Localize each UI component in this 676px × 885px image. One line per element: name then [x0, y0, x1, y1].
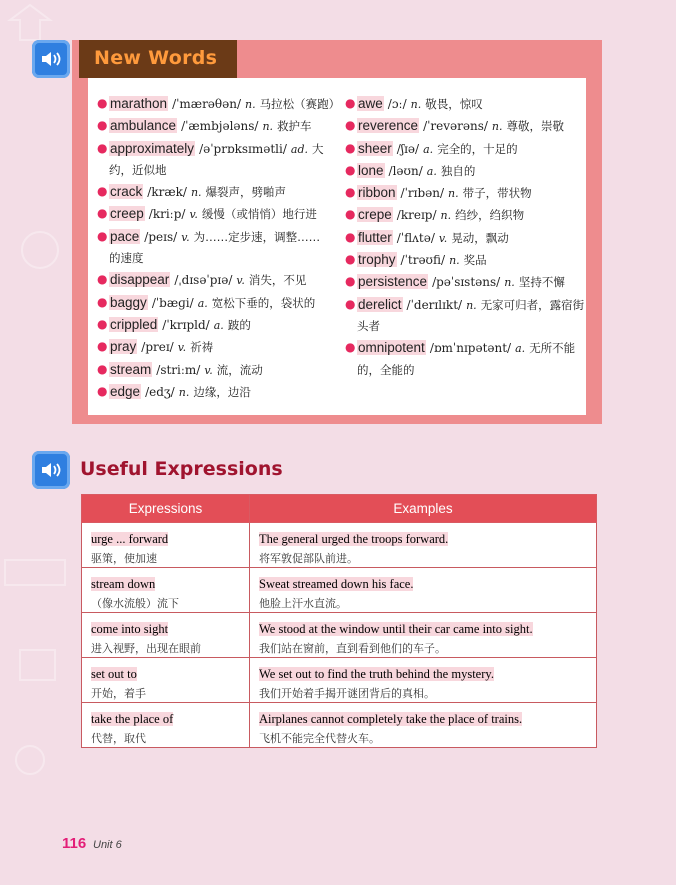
chinese-meaning: 绉纱，绉织物	[455, 208, 525, 223]
word-entry	[97, 359, 340, 381]
phonetic: /ˈtrəʊfi/	[400, 253, 446, 268]
phonetic: /ɒmˈnɪpətənt/	[429, 341, 512, 356]
headword: awe	[358, 96, 383, 111]
chinese-meaning: 爆裂声，劈啪声	[205, 185, 287, 200]
phonetic: /peɪs/	[144, 229, 178, 244]
headword: crippled	[110, 316, 158, 332]
chinese-meaning: 独自的	[440, 163, 476, 178]
part-of-speech: n.	[491, 120, 503, 134]
bullet-icon: ●	[345, 274, 356, 289]
headword: trophy	[358, 252, 396, 268]
example-sentence: Airplanes cannot completely take the place of trains.	[259, 712, 523, 726]
chinese-meaning: 马拉松（赛跑）	[259, 97, 341, 111]
phonetic: /kreɪp/	[396, 208, 437, 223]
example-translation: 飞机不能完全代替火车。	[259, 732, 380, 745]
bullet-icon: ●	[97, 184, 108, 199]
headword: baggy	[110, 294, 147, 310]
example-cell	[250, 613, 597, 658]
headword: pray	[110, 339, 137, 355]
bullet-icon: ●	[97, 118, 108, 133]
bullet-icon: ●	[97, 206, 108, 221]
headword: omnipotent	[358, 340, 425, 356]
headword: lone	[358, 162, 384, 178]
phonetic: /ˈbæɡi/	[151, 295, 194, 310]
phonetic: /ˈflʌtə/	[396, 230, 435, 245]
table-row	[82, 613, 597, 658]
unit-label: Unit 6	[93, 839, 122, 851]
example-translation: 将军敦促部队前进。	[259, 552, 358, 565]
part-of-speech: a.	[515, 342, 526, 356]
speaker-icon[interactable]	[32, 451, 70, 489]
phonetic: /ˈrɪbən/	[400, 186, 445, 201]
expression: urge ... forward	[91, 532, 169, 546]
bullet-icon: ●	[345, 185, 356, 200]
example-cell	[250, 658, 597, 703]
part-of-speech: n.	[440, 209, 452, 223]
chinese-meaning: 无所不能	[529, 341, 576, 356]
part-of-speech: v.	[181, 230, 190, 244]
table-row	[82, 568, 597, 613]
part-of-speech: n.	[262, 120, 274, 134]
bullet-icon: ●	[345, 118, 356, 133]
headword: ribbon	[358, 185, 396, 201]
part-of-speech: n.	[448, 187, 459, 201]
bullet-icon: ●	[97, 228, 108, 243]
phonetic: /ˈderɪlɪkt/	[406, 297, 463, 312]
headword: crepe	[358, 207, 392, 223]
bullet-icon: ●	[97, 316, 108, 331]
page-number: 116	[62, 835, 87, 852]
chinese-meaning: 消失，不见	[248, 273, 307, 288]
word-entry	[97, 138, 340, 182]
part-of-speech: n.	[466, 298, 477, 312]
part-of-speech: a.	[423, 142, 434, 156]
chinese-meaning: 带子，带状物	[462, 186, 532, 201]
part-of-speech: n.	[449, 254, 460, 268]
expression-cell	[82, 658, 250, 703]
bullet-icon: ●	[345, 340, 356, 355]
chinese-meaning: 完全的，十足的	[437, 141, 518, 156]
part-of-speech: a.	[213, 318, 224, 332]
expression-translation: 代替，取代	[91, 732, 146, 745]
expression-translation: 驱策，使加速	[91, 552, 157, 565]
word-entry	[97, 336, 340, 358]
word-entry	[345, 182, 584, 204]
word-entry	[345, 138, 584, 160]
word-entry	[97, 115, 340, 137]
expression: come into sight	[91, 622, 169, 636]
word-entry	[345, 249, 584, 271]
headword: creep	[110, 206, 144, 222]
expression-cell	[82, 703, 250, 748]
part-of-speech: n.	[245, 98, 256, 111]
headword: flutter	[358, 229, 392, 245]
headword: sheer	[358, 140, 392, 156]
useful-expressions-title: Useful Expressions	[80, 458, 283, 480]
example-cell	[250, 703, 597, 748]
word-entry	[97, 292, 340, 314]
bullet-icon: ●	[345, 252, 356, 267]
headword: pace	[110, 228, 140, 244]
phonetic: /kræk/	[147, 185, 187, 200]
expression-cell	[82, 613, 250, 658]
column-header: Examples	[250, 495, 597, 523]
phonetic: /pəˈsɪstəns/	[432, 275, 501, 290]
expression: stream down	[91, 577, 156, 591]
bullet-icon: ●	[345, 207, 356, 222]
word-entry	[345, 160, 584, 182]
word-entry	[345, 204, 584, 226]
word-entry	[345, 115, 584, 137]
word-entry	[97, 93, 340, 115]
example-cell	[250, 568, 597, 613]
bullet-icon: ●	[345, 162, 356, 177]
word-list-right	[345, 93, 584, 381]
word-entry	[345, 271, 584, 293]
phonetic: /ˌdɪsəˈpɪə/	[174, 273, 233, 288]
expressions-table	[81, 494, 597, 748]
chinese-meaning: 尊敬，崇敬	[506, 119, 565, 134]
word-entry	[97, 181, 340, 203]
word-entry	[97, 226, 340, 270]
part-of-speech: v.	[204, 363, 213, 377]
chinese-meaning-continued: 的速度	[109, 251, 144, 266]
chinese-meaning: 宽松下垂的，袋状的	[211, 295, 316, 310]
expression-translation: 进入视野，出现在眼前	[91, 642, 201, 655]
phonetic: /ʃɪə/	[396, 141, 420, 156]
phonetic: /ɔː/	[387, 97, 407, 111]
chinese-meaning: 奖品	[463, 253, 487, 268]
part-of-speech: v.	[189, 208, 198, 222]
chinese-meaning: 跛的	[227, 317, 251, 332]
part-of-speech: n.	[178, 385, 190, 399]
table-header-row	[82, 495, 597, 523]
speaker-icon[interactable]	[32, 40, 70, 78]
phonetic: /ˈæmbjələns/	[181, 119, 259, 134]
example-translation: 我们开始着手揭开谜团背后的真相。	[259, 687, 435, 700]
chinese-meaning: 晃动，飘动	[451, 230, 509, 245]
part-of-speech: v.	[438, 231, 448, 245]
bullet-icon: ●	[345, 229, 356, 244]
background-doodle	[0, 0, 80, 885]
headword: reverence	[358, 118, 419, 134]
chinese-meaning: 流，流动	[216, 362, 263, 377]
phonetic: /striːm/	[156, 362, 201, 377]
speaker-icon-glyph	[39, 460, 63, 480]
chinese-meaning: 无家可归者，露宿街	[480, 297, 585, 312]
bullet-icon: ●	[97, 361, 108, 376]
phonetic: /ləʊn/	[388, 163, 423, 178]
part-of-speech: ad.	[290, 142, 309, 156]
bullet-icon: ●	[97, 140, 108, 155]
word-entry	[97, 269, 340, 291]
word-entry	[345, 93, 584, 115]
word-entry	[97, 314, 340, 336]
headword: stream	[110, 361, 152, 377]
phonetic: /ˈmærəθən/	[172, 97, 241, 111]
part-of-speech: n.	[410, 98, 422, 111]
part-of-speech: n.	[190, 186, 202, 200]
headword: approximately	[110, 140, 195, 156]
bullet-icon: ●	[97, 272, 108, 287]
word-entry	[345, 337, 584, 381]
phonetic: /edʒ/	[145, 384, 175, 399]
chinese-meaning: 坚持不懈	[518, 275, 565, 290]
example-sentence: We set out to find the truth behind the mystery.	[259, 667, 494, 681]
part-of-speech: v.	[236, 274, 245, 288]
example-translation: 我们站在窗前，直到看到他们的车子。	[259, 642, 446, 655]
expression-translation: 开始，着手	[91, 687, 146, 700]
bullet-icon: ●	[97, 383, 108, 398]
expression: take the place of	[91, 712, 174, 726]
headword: persistence	[358, 274, 428, 290]
phonetic: /kriːp/	[148, 207, 186, 222]
headword: derelict	[358, 296, 402, 312]
chinese-meaning-continued: 的，全能的	[357, 362, 415, 377]
phonetic: /ˈkrɪpld/	[162, 317, 210, 332]
table-row	[82, 703, 597, 748]
chinese-meaning: 祈祷	[190, 340, 214, 355]
chinese-meaning: 大	[312, 141, 324, 156]
table-row	[82, 523, 597, 568]
bullet-icon: ●	[345, 296, 356, 311]
chinese-meaning: 边缘，边沿	[193, 384, 251, 399]
phonetic: /ˈrevərəns/	[423, 119, 488, 134]
word-entry	[345, 227, 584, 249]
headword: disappear	[110, 272, 170, 288]
part-of-speech: v.	[177, 341, 187, 355]
example-cell	[250, 523, 597, 568]
example-sentence: We stood at the window until their car came into sight.	[259, 622, 533, 636]
bullet-icon: ●	[345, 140, 356, 155]
chinese-meaning: 为……定步速，调整……	[193, 229, 321, 244]
word-list-left	[97, 93, 340, 403]
table-row	[82, 658, 597, 703]
expression: set out to	[91, 667, 137, 681]
expression-cell	[82, 523, 250, 568]
headword: edge	[110, 383, 141, 399]
speaker-icon-glyph	[39, 49, 63, 69]
bullet-icon: ●	[97, 339, 108, 354]
word-entry	[345, 294, 584, 338]
phonetic: /preɪ/	[141, 340, 174, 355]
expression-cell	[82, 568, 250, 613]
bullet-icon: ●	[97, 96, 108, 110]
phonetic: /əˈprɒksɪmətli/	[199, 141, 287, 156]
chinese-meaning: 缓慢（或悄悄）地行进	[201, 207, 317, 222]
example-sentence: The general urged the troops forward.	[259, 532, 449, 546]
headword: ambulance	[110, 118, 177, 134]
example-translation: 他脸上汗水直流。	[259, 597, 347, 610]
bullet-icon: ●	[97, 294, 108, 309]
part-of-speech: a.	[197, 296, 208, 310]
expression-translation: （像水流般）流下	[91, 597, 179, 610]
column-header: Expressions	[82, 495, 250, 523]
headword: crack	[110, 184, 143, 200]
chinese-meaning: 救护车	[277, 119, 312, 134]
new-words-title: New Words	[94, 47, 218, 69]
bullet-icon: ●	[345, 96, 356, 110]
chinese-meaning-continued: 约，近似地	[109, 162, 167, 177]
headword: marathon	[110, 96, 168, 111]
part-of-speech: a.	[426, 164, 437, 178]
word-entry	[97, 381, 340, 403]
chinese-meaning: 敬畏，惊叹	[425, 97, 483, 111]
part-of-speech: n.	[504, 276, 515, 290]
chinese-meaning-continued: 头者	[357, 318, 380, 333]
example-sentence: Sweat streamed down his face.	[259, 577, 414, 591]
word-entry	[97, 203, 340, 225]
